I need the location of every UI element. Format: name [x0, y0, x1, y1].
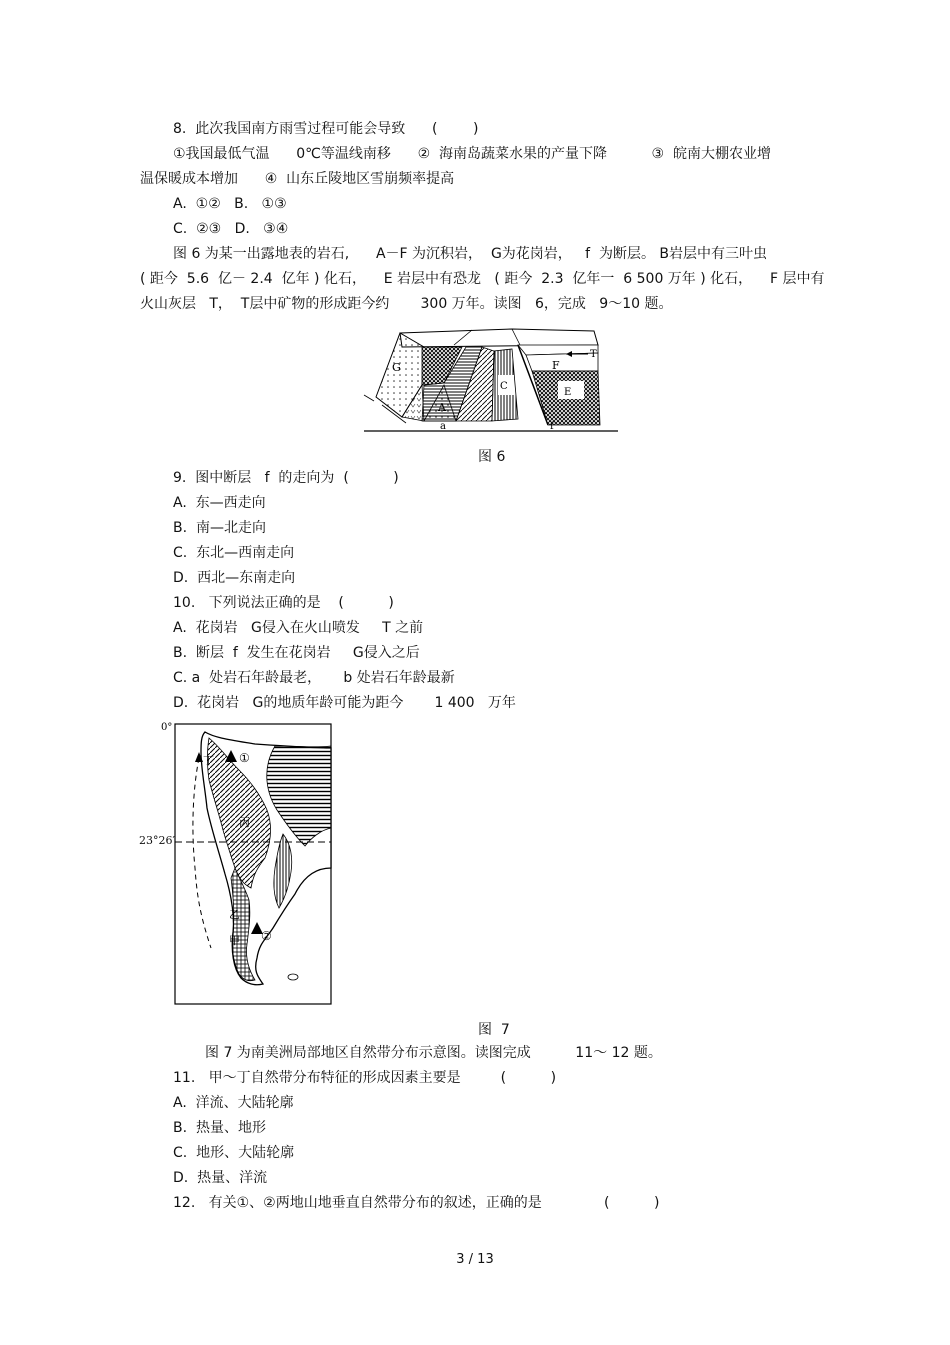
- q9-option-c: C. 东北—西南走向: [173, 545, 295, 561]
- q8-options-cd: C. ②③ D. ③④: [173, 221, 289, 237]
- q10-option-d: D. 花岗岩 G的地质年龄可能为距今 1 400 万年: [173, 695, 516, 711]
- fig7-label-bing: 丙: [239, 816, 250, 829]
- q11-option-b: B. 热量、地形: [173, 1120, 266, 1136]
- fig7-label-circle1: ①: [239, 751, 250, 765]
- fig7-south-america-map: [135, 718, 335, 1008]
- fig6-label-G: G: [392, 361, 401, 374]
- q8-line1: ①我国最低气温 0℃等温线南移 ② 海南岛蔬菜水果的产量下降 ③ 皖南大棚农业增: [173, 146, 771, 162]
- page-number: 3 / 13: [456, 1252, 494, 1267]
- q8-options-ab: A. ①② B. ①③: [173, 196, 287, 212]
- fig7-label-yi: 乙: [229, 908, 240, 921]
- q12-stem: 12. 有关①、②两地山地垂直自然带分布的叙述，正确的是 ( ): [173, 1195, 660, 1211]
- fig6-label-C: C: [500, 381, 508, 392]
- fig6-label-T: T: [590, 349, 597, 360]
- q8-stem: 8. 此次我国南方雨雪过程可能会导致 ( ): [173, 121, 479, 137]
- fig7-caption: 图 7: [478, 1022, 510, 1038]
- q9-option-d: D. 西北—东南走向: [173, 570, 296, 586]
- q11-option-a: A. 洋流、大陆轮廓: [173, 1095, 294, 1111]
- q11-stem: 11. 甲～丁自然带分布特征的形成因素主要是 ( ): [173, 1070, 557, 1086]
- q10-option-c: C. a 处岩石年龄最老， b 处岩石年龄最新: [173, 670, 455, 686]
- q9-option-a: A. 东—西走向: [173, 495, 266, 511]
- q10-option-a: A. 花岗岩 G侵入在火山喷发 T 之前: [173, 620, 424, 636]
- q10-option-b: B. 断层 f 发生在花岗岩 G侵入之后: [173, 645, 420, 661]
- fig6-label-E: E: [564, 387, 572, 398]
- q10-stem: 10. 下列说法正确的是 ( ): [173, 595, 394, 611]
- q11-option-d: D. 热量、洋流: [173, 1170, 268, 1186]
- fig7-label-tropic: 23°26′: [139, 834, 175, 847]
- fig6-caption: 图 6: [478, 449, 506, 465]
- fig6-label-A: A: [438, 401, 446, 414]
- fig6-label-a: a: [440, 421, 446, 432]
- q9-stem: 9. 图中断层 f 的走向为 ( ): [173, 470, 399, 486]
- fig6-intro-line1: 图 6 为某一出露地表的岩石, A－F 为沉积岩， G为花岗岩， f 为断层。 B岩层中有三叶虫: [173, 246, 768, 262]
- fig6-intro-line3: 火山灰层 T， T层中矿物的形成距今约 300 万年。读图 6，完成 9～10 题。: [140, 296, 673, 312]
- fig7-label-ding: 丁: [203, 754, 214, 767]
- fig6-label-F: F: [552, 359, 560, 372]
- fig7-label-jia: 甲: [229, 934, 240, 947]
- fig7-intro: 图 7 为南美洲局部地区自然带分布示意图。读图完成 11～ 12 题。: [205, 1045, 662, 1061]
- fig7-label-circle2: ②: [261, 929, 272, 943]
- q9-option-b: B. 南—北走向: [173, 520, 266, 536]
- fig6-intro-line2: ( 距今 5.6 亿－ 2.4 亿年 ) 化石， E 岩层中有恐龙 ( 距今 2.3 亿年一 6 500 万年 ) 化石， F 层中有: [140, 271, 825, 287]
- q11-option-c: C. 地形、大陆轮廓: [173, 1145, 295, 1161]
- fig7-label-0deg: 0°: [161, 722, 173, 733]
- fig6-label-f: f: [550, 421, 554, 432]
- fig6-geologic-block-diagram: [362, 325, 620, 433]
- q8-line2: 温保暖成本增加 ④ 山东丘陵地区雪崩频率提高: [140, 171, 455, 187]
